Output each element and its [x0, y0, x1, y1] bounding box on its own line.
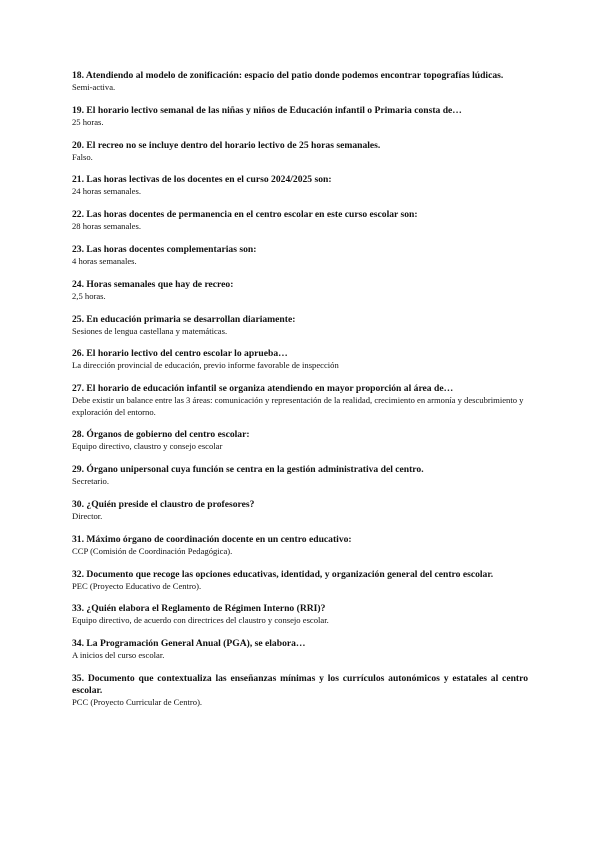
- answer-text: Equipo directivo, de acuerdo con directrices del claustro y consejo escolar.: [72, 615, 329, 626]
- answer-text: 2,5 horas.: [72, 290, 106, 301]
- question-text: 19. El horario lectivo semanal de las niñas y niños de Educación infantil o Primaria consta de…: [72, 104, 462, 116]
- question-text: 31. Máximo órgano de coordinación docente en un centro educativo:: [72, 533, 352, 545]
- question-block-27: [72, 383, 528, 418]
- question-text: 29. Órgano unipersonal cuya función se centra en la gestión administrativa del centro.: [72, 464, 424, 476]
- question-block-24: [72, 279, 528, 302]
- answer-text: Equipo directivo, claustro y consejo escolar: [72, 441, 223, 452]
- answer-text: A inicios del curso escolar.: [72, 650, 165, 661]
- question-text: 18. Atendiendo al modelo de zonificación: espacio del patio donde podemos encontrar topografías lúdicas.: [72, 70, 504, 81]
- question-block-25: [72, 314, 528, 337]
- answer-text: 25 horas.: [72, 116, 104, 127]
- answer-text: CCP (Comisión de Coordinación Pedagógica).: [72, 545, 233, 556]
- question-text: 27. El horario de educación infantil se organiza atendiendo en mayor proporción al área de…: [72, 383, 454, 395]
- question-block-33: [72, 603, 528, 626]
- question-text: 32. Documento que recoge las opciones educativas, identidad, y organización general del centro escolar.: [72, 568, 494, 580]
- question-block-28: [72, 429, 528, 452]
- question-block-35: [72, 673, 528, 708]
- question-block-34: [72, 638, 528, 661]
- question-block-20: [72, 140, 528, 163]
- question-text: 26. El horario lectivo del centro escolar lo aprueba…: [72, 348, 288, 360]
- question-text: 24. Horas semanales que hay de recreo:: [72, 278, 234, 290]
- question-text: 28. Órganos de gobierno del centro escolar:: [72, 429, 250, 441]
- question-text: 35. Documento que contextualiza las enseñanzas mínimas y los currículos autonómicos y estatales al centro escolar.: [72, 672, 528, 696]
- answer-text: Falso.: [72, 151, 93, 162]
- question-text: 25. En educación primaria se desarrollan diariamente:: [72, 313, 296, 325]
- question-block-19: [72, 105, 528, 128]
- answer-text: Director.: [72, 510, 103, 521]
- answer-text: La dirección provincial de educación, previo informe favorable de inspección: [72, 360, 339, 371]
- question-text: 33. ¿Quién elabora el Reglamento de Régimen Interno (RRI)?: [72, 603, 326, 615]
- answer-text: 4 horas semanales.: [72, 255, 137, 266]
- answer-text: PCC (Proyecto Curricular de Centro).: [72, 696, 203, 707]
- answer-text: 24 horas semanales.: [72, 186, 141, 197]
- question-text: 34. La Programación General Anual (PGA), se elabora…: [72, 638, 306, 650]
- question-block-30: [72, 499, 528, 522]
- question-block-22: [72, 209, 528, 232]
- question-block-31: [72, 534, 528, 557]
- answer-text: Sesiones de lengua castellana y matemáticas.: [72, 325, 228, 336]
- question-text: 20. El recreo no se incluye dentro del horario lectivo de 25 horas semanales.: [72, 139, 381, 151]
- answer-text: Debe existir un balance entre las 3 áreas: comunicación y representación de la realidad, crecimiento en armonía y descubrimiento y exploración del entorno.: [72, 395, 524, 417]
- question-text: 23. Las horas docentes complementarias son:: [72, 243, 257, 255]
- question-text: 21. Las horas lectivas de los docentes en el curso 2024/2025 son:: [72, 174, 332, 186]
- question-block-26: [72, 348, 528, 371]
- question-block-21: [72, 174, 528, 197]
- question-block-23: [72, 244, 528, 267]
- answer-text: PEC (Proyecto Educativo de Centro).: [72, 580, 202, 591]
- question-block-32: [72, 569, 528, 592]
- question-text: 30. ¿Quién preside el claustro de profesores?: [72, 498, 255, 510]
- question-block-18: [72, 70, 528, 93]
- answer-text: Secretario.: [72, 476, 109, 487]
- question-text: 22. Las horas docentes de permanencia en el centro escolar en este curso escolar son:: [72, 209, 418, 221]
- answer-text: Semi-activa.: [72, 82, 116, 92]
- question-block-29: [72, 464, 528, 487]
- answer-text: 28 horas semanales.: [72, 221, 141, 232]
